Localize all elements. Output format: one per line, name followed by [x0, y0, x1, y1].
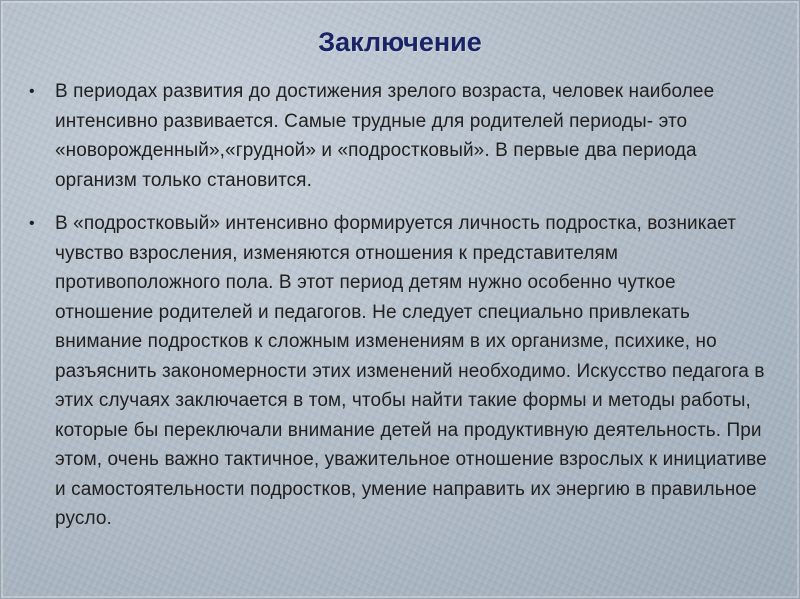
bullet-text: В «подростковый» интенсивно формируется личность подростка, возникает чувство взросления, изменяются отношения к представителям противоположного пола. В этот период детям нужно особенно чуткое отношение родителей и педагогов. Не следует специально привлекать внимание подростков к сложным изменениям в их организме, психике, но разъяснить закономерности этих изменений необходимо. Искусство педагога в этих случаях заключается в том, чтобы найти такие формы и методы работы, которые бы переключали внимание детей на продуктивную деятельность. При этом, очень важно тактичное, уважительное отношение взрослых к инициативе и самостоятельности подростков, умение направить их энергию в правильное русло. [55, 213, 767, 529]
bullet-item [29, 77, 779, 195]
bullet-list [29, 77, 779, 534]
bullet-dot-icon: • [29, 83, 35, 100]
bullet-text: В периодах развития до достижения зрелого возраста, человек наиболее интенсивно развивается. Самые трудные для родителей периоды- это «новорожденный»,«грудной» и «подростковый». В первые два периода организм только становится. [55, 81, 715, 191]
bullet-dot-icon: • [29, 215, 35, 232]
bullet-item [29, 209, 779, 534]
slide-title: Заключение [318, 27, 482, 57]
